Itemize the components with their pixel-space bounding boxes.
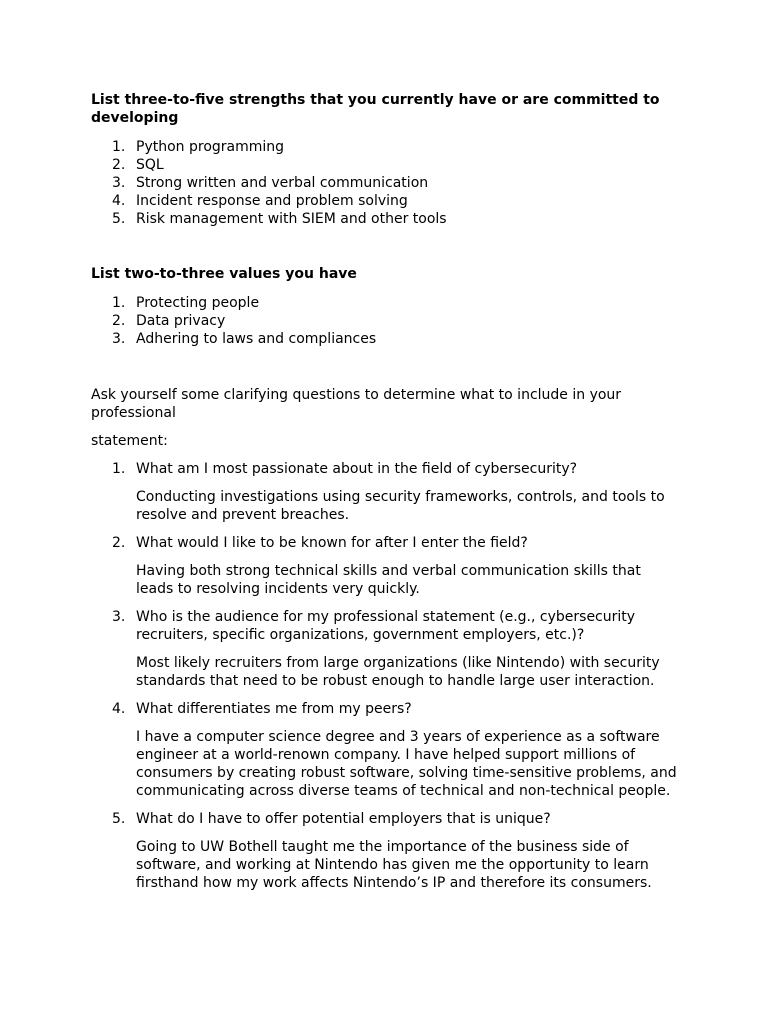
questions-intro: Ask yourself some clarifying questions to determine what to include in your professional bbox=[91, 387, 622, 421]
question-item bbox=[91, 700, 691, 800]
list-item bbox=[91, 138, 691, 156]
list-number: 4. bbox=[112, 193, 126, 209]
values-list bbox=[91, 294, 691, 348]
list-number: 4. bbox=[112, 701, 126, 717]
answer-text: Going to UW Bothell taught me the importance of the business side of software, and working at Nintendo has given me the opportunity to learn firsthand how my work affects Nintendo’s IP and therefore its consumers. bbox=[136, 839, 652, 891]
question-text: What would I like to be known for after I enter the field? bbox=[136, 535, 528, 551]
list-text: Incident response and problem solving bbox=[136, 193, 408, 209]
list-item bbox=[91, 156, 691, 174]
list-item bbox=[91, 210, 691, 228]
answer-text: Conducting investigations using security frameworks, controls, and tools to resolve and prevent breaches. bbox=[136, 489, 665, 523]
list-item bbox=[91, 174, 691, 192]
answer-text: Having both strong technical skills and verbal communication skills that leads to resolving incidents very quickly. bbox=[136, 563, 641, 597]
answer-text: Most likely recruiters from large organizations (like Nintendo) with security standards that need to be robust enough to handle large user interaction. bbox=[136, 655, 660, 689]
values-heading: List two-to-three values you have bbox=[91, 266, 357, 282]
list-number: 1. bbox=[112, 461, 126, 477]
list-number: 2. bbox=[112, 535, 126, 551]
list-item bbox=[91, 330, 691, 348]
list-item bbox=[91, 192, 691, 210]
list-item bbox=[91, 294, 691, 312]
question-item bbox=[91, 534, 691, 598]
questions-intro-continued: statement: bbox=[91, 433, 168, 449]
list-text: SQL bbox=[136, 157, 164, 173]
questions-list bbox=[91, 460, 691, 902]
answer-text: I have a computer science degree and 3 years of experience as a software engineer at a world-renown company. I have helped support millions of consumers by creating robust software, solving time-sensitive problems, and communicating across diverse teams of technical and non-technical people. bbox=[136, 729, 677, 799]
list-text: Adhering to laws and compliances bbox=[136, 331, 377, 347]
list-text: Data privacy bbox=[136, 313, 226, 329]
list-number: 5. bbox=[112, 811, 126, 827]
list-text: Protecting people bbox=[136, 295, 260, 311]
strengths-list bbox=[91, 138, 691, 228]
strengths-heading: List three-to-five strengths that you currently have or are committed to developing bbox=[91, 92, 660, 126]
list-text: Python programming bbox=[136, 139, 285, 155]
question-item bbox=[91, 810, 691, 892]
list-number: 3. bbox=[112, 175, 126, 191]
question-item bbox=[91, 608, 691, 690]
question-text: What differentiates me from my peers? bbox=[136, 701, 412, 717]
list-text: Strong written and verbal communication bbox=[136, 175, 429, 191]
list-text: Risk management with SIEM and other tools bbox=[136, 211, 447, 227]
list-number: 3. bbox=[112, 609, 126, 625]
question-text: What do I have to offer potential employers that is unique? bbox=[136, 811, 551, 827]
list-number: 2. bbox=[112, 157, 126, 173]
list-number: 5. bbox=[112, 211, 126, 227]
list-item bbox=[91, 312, 691, 330]
question-text: What am I most passionate about in the field of cybersecurity? bbox=[136, 461, 578, 477]
list-number: 1. bbox=[112, 295, 126, 311]
list-number: 1. bbox=[112, 139, 126, 155]
question-text: Who is the audience for my professional statement (e.g., cybersecurity recruiters, specific organizations, government employers, etc.)? bbox=[136, 609, 636, 643]
list-number: 3. bbox=[112, 331, 126, 347]
question-item bbox=[91, 460, 691, 524]
list-number: 2. bbox=[112, 313, 126, 329]
